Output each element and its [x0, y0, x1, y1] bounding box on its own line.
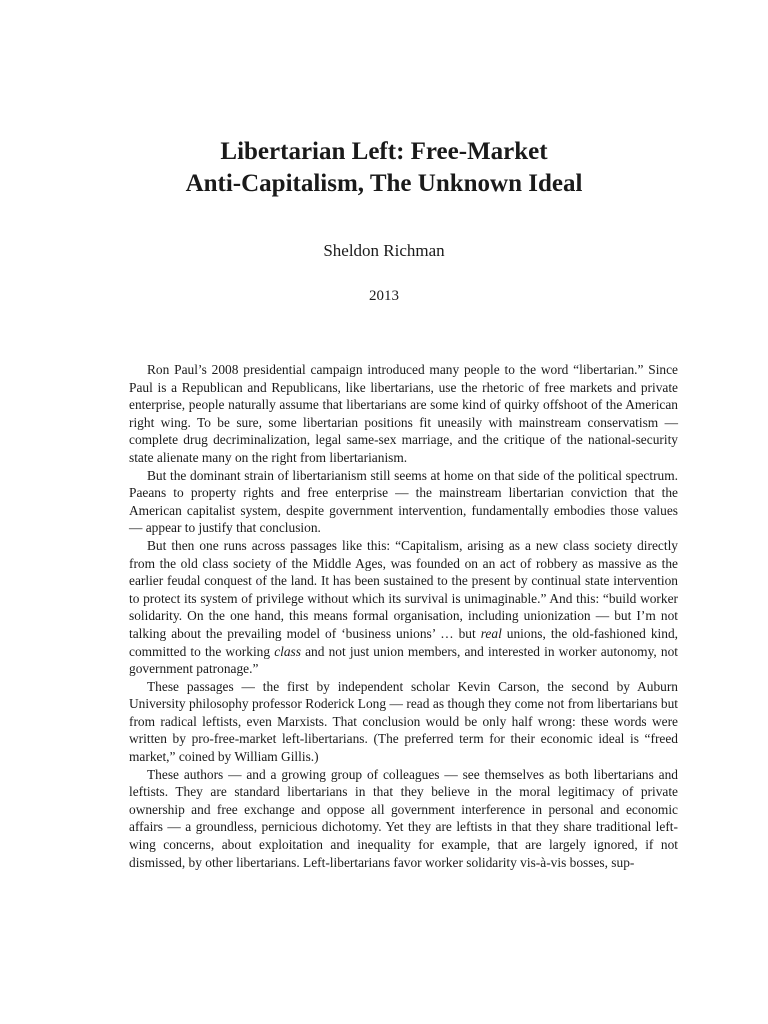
emphasis-real: real — [480, 625, 502, 641]
emphasis-class: class — [274, 643, 301, 659]
title-line-2: Anti-Capitalism, The Unknown Ideal — [185, 170, 583, 197]
publication-year: 2013 — [369, 288, 399, 304]
paragraph-1: Ron Paul’s 2008 presidential campaign introduced many people to the word “libertarian.” Since Paul is a Republican and Republicans, like libertarians, use the rhetoric of free markets and private enterprise, people naturally assume that libertarians are some kind of quirky offshoot of the American right wing. To be sure, some libertarian positions fit uneasily with mainstream conservatism — complete drug decriminalization, legal same-sex marriage, and the critique of the national-security state alienate many on the right from libertarianism. — [129, 362, 678, 465]
author-name: Sheldon Richman — [323, 241, 445, 260]
body-text — [129, 361, 678, 871]
paragraph-3 — [129, 537, 678, 678]
paragraph-5: These authors — and a growing group of colleagues — see themselves as both libertarians and leftists. They are standard libertarians in that they believe in the moral legitimacy of private ownership and free exchange and oppose all government interference in personal and economic affairs — a groundless, pernicious dichotomy. Yet they are leftists in that they share traditional left-wing concerns, about exploitation and inequality for example, that are largely ignored, if not dismissed, by other libertarians. Left-libertarians favor worker solidarity vis-à-vis bosses, sup- — [129, 766, 678, 870]
paragraph-4: These passages — the first by independent scholar Kevin Carson, the second by Auburn University philosophy professor Roderick Long — read as though they come not from libertarians but from radical leftists, even Marxists. That conclusion would be only half wrong: these words were written by pro-free-market left-libertarians. (The preferred term for their economic ideal is “freed market,” coined by William Gillis.) — [129, 678, 678, 765]
paragraph-3-part-3: and not just union members, and interested in worker autonomy, not government patronage.” — [129, 643, 678, 677]
page-title — [0, 136, 768, 200]
paragraph-3-part-1: But then one runs across passages like this: “Capitalism, arising as a new class society directly from the old class society of the Middle Ages, was founded on an act of robbery as massive as the earlier feudal conquest of the land. It has been sustained to the present by continual state intervention to protect its system of privilege without which its survival is unimaginable.” And this: “build worker solidarity. On the one hand, this means formal organisation, including unionization — but I’m not talking about the prevailing model of ‘business unions’ … but — [129, 537, 678, 641]
title-line-1: Libertarian Left: Free-Market — [220, 138, 548, 165]
paragraph-2: But the dominant strain of libertarianism still seems at home on that side of the political spectrum. Paeans to property rights and free enterprise — the mainstream libertarian conviction that the American capitalist system, despite government intervention, fundamentally embodies those values — appear to justify that conclusion. — [129, 467, 678, 536]
paragraph-3-part-2: unions, the old-fashioned kind, committed to the working — [129, 625, 678, 659]
